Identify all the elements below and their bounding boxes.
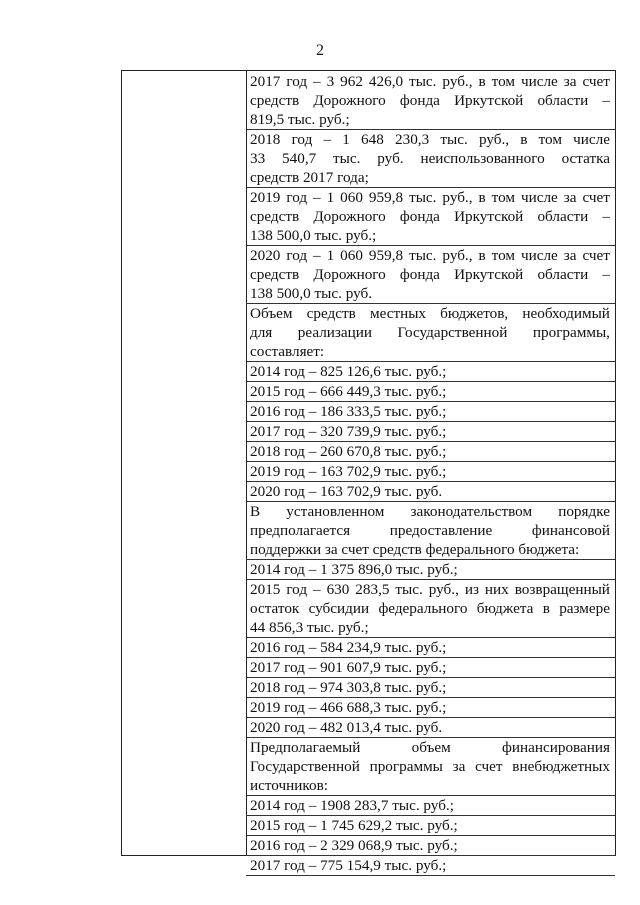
word: – [602,92,610,109]
funding-row [246,362,615,382]
word: – [313,189,321,206]
word: местных [369,305,427,322]
text-line: 2014 год – 1908 283,7 тыс. руб.; [250,797,454,814]
word: законодательством [410,503,533,520]
word: финансовой [531,522,610,539]
funding-row [246,402,615,422]
word: необходимый [522,305,610,322]
word: объем [411,739,451,756]
funding-row [246,638,615,658]
word: тыс. [440,131,468,148]
word: субсидии [308,600,370,617]
word: 2018 [250,131,281,148]
text-line: 2016 год – 584 234,9 тыс. руб.; [250,639,447,656]
word: Дорожного [313,266,386,283]
word: 060 [340,247,363,264]
word: за [563,189,577,206]
funding-row [246,462,615,482]
text-line: 2014 год – 1 375 896,0 тыс. руб.; [250,561,458,578]
word: фонда [399,266,440,283]
word: 630 [326,581,350,598]
funding-row [246,382,615,402]
word: за [452,758,466,775]
funding-row [246,422,615,442]
word: – [602,266,610,283]
word: счет [582,73,610,90]
word: 962 [340,73,363,90]
funding-row [246,658,615,678]
financing-details-cell [246,72,615,874]
justified-line [250,323,610,342]
word: Иркутской [454,92,524,109]
word: числе [520,189,558,206]
financing-table [121,70,616,874]
funding-row [246,304,615,362]
word: внебюджетных [512,758,610,775]
funding-row [246,130,615,188]
word: 230,3 [395,131,430,148]
word: – [313,247,321,264]
word: финансирования [502,739,610,756]
word: области [537,208,589,225]
word: числе [520,247,558,264]
word: Иркутской [454,208,524,225]
word: Дорожного [313,208,386,225]
word: счет [582,189,610,206]
word: бюджета [476,600,534,617]
word: средств [306,305,356,322]
word: – [313,581,321,598]
justified-line [250,304,610,323]
word: Предполагаемый [250,739,361,756]
word: программы [369,758,443,775]
word: год [286,189,308,206]
justified-line [250,207,610,226]
word: предоставление [389,522,493,539]
word: остаток [250,600,300,617]
word: числе [573,131,610,148]
text-line: 2017 год – 775 154,9 тыс. руб.; [250,857,447,874]
justified-line [250,580,610,599]
word: руб., [428,581,459,598]
justified-line [250,599,610,618]
word: год [286,581,308,598]
word: руб., [442,73,473,90]
word: руб., [442,247,473,264]
text-line: 2019 год – 466 688,3 тыс. руб.; [250,699,447,716]
text-line: средств 2017 года; [250,169,369,186]
word: 1 [326,247,335,264]
word: том [491,189,515,206]
word: Государственной [397,324,508,341]
word: средств [250,208,300,225]
funding-row [246,796,615,816]
text-line: 44 856,3 тыс. руб.; [250,619,369,636]
word: в [478,189,486,206]
text-line: составляет: [250,343,325,360]
word: тыс. [409,247,437,264]
word: из [464,581,479,598]
word: числе [520,73,558,90]
word: средств [250,266,300,283]
funding-row [246,856,615,876]
word: области [537,266,589,283]
word: 426,0 [368,73,404,90]
word: возвращенный [514,581,610,598]
word: для [250,324,273,341]
word: 959,8 [368,247,404,264]
word: в [520,131,528,148]
word: программы, [532,324,610,341]
justified-line [250,738,610,757]
text-line: 2020 год – 482 013,4 тыс. руб. [250,719,443,736]
word: тыс. [395,581,423,598]
word: Объем [250,305,293,322]
text-line: 2016 год – 2 329 068,9 тыс. руб.; [250,837,458,854]
word: год [286,73,308,90]
word: том [491,73,515,90]
funding-row [246,738,615,796]
word: 3 [326,73,335,90]
funding-row [246,836,615,856]
text-line: 2017 год – 320 739,9 тыс. руб.; [250,423,447,440]
word: фонда [399,92,440,109]
word: счет [475,758,503,775]
text-line: 2018 год – 260 670,8 тыс. руб.; [250,443,447,460]
text-line: поддержки за счет средств федерального бюджета: [250,541,580,558]
word: порядке [558,503,610,520]
word: год [291,131,313,148]
justified-line [250,265,610,284]
word: 540,7 [282,150,317,167]
justified-line [250,149,610,168]
word: 283,5 [355,581,390,598]
word: за [563,73,577,90]
word: 2017 [250,73,281,90]
text-line: 138 500,0 тыс. руб. [250,285,373,302]
funding-row [246,698,615,718]
word: год [286,247,308,264]
word: федерального [378,600,468,617]
justified-line [250,246,610,265]
funding-row [246,442,615,462]
word: руб., [478,131,510,148]
word: 959,8 [368,189,404,206]
word: в [542,600,550,617]
funding-row [246,816,615,836]
word: установленном [286,503,385,520]
text-line: источников: [250,777,328,794]
word: фонда [399,208,440,225]
word: в [478,73,486,90]
word: области [537,92,589,109]
funding-row [246,560,615,580]
word: в [478,247,486,264]
word: тыс. [333,150,361,167]
word: 060 [340,189,363,206]
text-line: 2014 год – 825 126,6 тыс. руб.; [250,363,447,380]
word: 1 [326,189,335,206]
word: средств [250,92,300,109]
word: руб., [442,189,473,206]
funding-row [246,482,615,502]
word: предполагается [250,522,351,539]
text-line: 138 500,0 тыс. руб.; [250,227,377,244]
word: 2020 [250,247,281,264]
word: В [250,503,261,520]
word: том [538,131,562,148]
word: руб. [377,150,404,167]
text-line: 2018 год – 974 303,8 тыс. руб.; [250,679,447,696]
text-line: 2020 год – 163 702,9 тыс. руб. [250,483,443,500]
word: неиспользованного [420,150,545,167]
text-line: 819,5 тыс. руб.; [250,111,350,128]
word: 33 [250,150,266,167]
funding-row [246,502,615,560]
justified-line [250,91,610,110]
word: том [491,247,515,264]
justified-line [250,188,610,207]
text-line: 2016 год – 186 333,5 тыс. руб.; [250,403,447,420]
text-line: 2015 год – 666 449,3 тыс. руб.; [250,383,447,400]
justified-line [250,72,610,91]
word: 2019 [250,189,281,206]
word: Иркутской [454,266,524,283]
justified-line [250,130,610,149]
funding-row [246,678,615,698]
text-line: 2015 год – 1 745 629,2 тыс. руб.; [250,817,458,834]
word: них [484,581,509,598]
word: за [563,247,577,264]
text-line: 2017 год – 901 607,9 тыс. руб.; [250,659,447,676]
word: счет [582,247,610,264]
word: бюджетов, [440,305,509,322]
word: размере [559,600,610,617]
justified-line [250,521,610,540]
word: – [602,208,610,225]
word: Дорожного [313,92,386,109]
word: 648 [361,131,384,148]
funding-row [246,72,615,130]
funding-row [246,580,615,638]
word: реализации [297,324,373,341]
page-number: 2 [316,42,324,59]
text-line: 2019 год – 163 702,9 тыс. руб.; [250,463,447,480]
word: 1 [342,131,350,148]
word: – [313,73,321,90]
word: тыс. [409,73,437,90]
funding-row [246,718,615,738]
word: остатка [561,150,610,167]
word: тыс. [409,189,437,206]
funding-row [246,188,615,246]
word: Государственной [250,758,360,775]
funding-row [246,246,615,304]
justified-line [250,502,610,521]
justified-line [250,757,610,776]
word: 2015 [250,581,281,598]
word: – [323,131,332,148]
